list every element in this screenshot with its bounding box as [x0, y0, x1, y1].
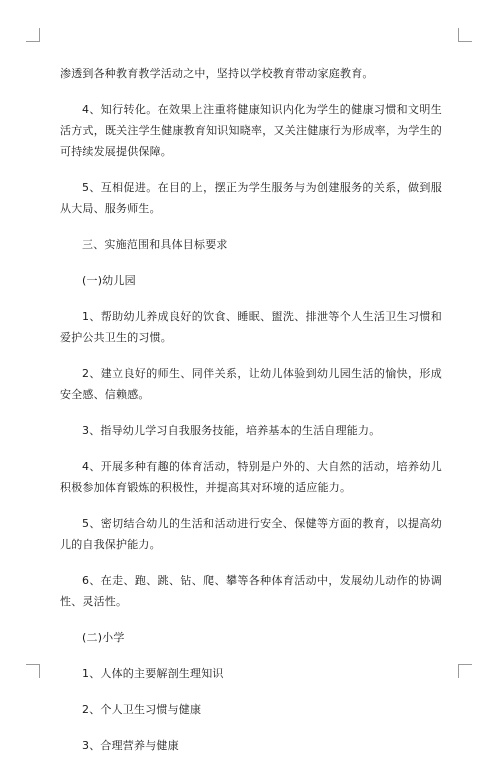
crop-mark-top-left — [26, 28, 40, 42]
kindergarten-item-3: 3、指导幼儿学习自我服务技能，培养基本的生活自理能力。 — [82, 424, 381, 437]
paragraph-principle-4: 4、知行转化。在效果上注重将健康知识内化为学生的健康习惯和文明生活方式，既关注学生健康教育知识知晓率，又关注健康行为形成率，为学生的可持续发展提供保障。 — [60, 103, 442, 158]
document-body — [60, 63, 442, 771]
kindergarten-item-4: 4、开展多种有趣的体育活动，特别是户外的、大自然的活动，培养幼儿积极参加体育锻炼的积极性，并提高其对环境的适应能力。 — [60, 460, 442, 494]
section-heading-3: 三、实施范围和具体目标要求 — [82, 238, 228, 251]
kindergarten-item-2: 2、建立良好的师生、同伴关系，让幼儿体验到幼儿园生活的愉快，形成安全感、信赖感。 — [60, 367, 442, 401]
paragraph-continuation: 渗透到各种教育教学活动之中，坚持以学校教育带动家庭教育。 — [60, 67, 374, 80]
kindergarten-item-1: 1、帮助幼儿养成良好的饮食、睡眠、盥洗、排泄等个人生活卫生习惯和爱护公共卫生的习惯。 — [60, 310, 442, 344]
subsection-heading-primary-school: (二)小学 — [82, 631, 125, 644]
kindergarten-item-5: 5、密切结合幼儿的生活和活动进行安全、保健等方面的教育，以提高幼儿的自我保护能力。 — [60, 517, 442, 551]
paragraph-principle-5: 5、互相促进。在目的上，摆正为学生服务与为创建服务的关系，做到服从大局、服务师生。 — [60, 181, 442, 215]
primary-item-2: 2、个人卫生习惯与健康 — [82, 703, 202, 716]
crop-mark-bottom-left — [26, 664, 40, 678]
crop-mark-bottom-right — [458, 664, 472, 678]
kindergarten-item-6: 6、在走、跑、跳、钻、爬、攀等各种体育活动中，发展幼儿动作的协调性、灵活性。 — [60, 574, 442, 608]
subsection-heading-kindergarten: (一)幼儿园 — [82, 274, 136, 287]
crop-mark-top-right — [458, 28, 472, 42]
primary-item-3: 3、合理营养与健康 — [82, 739, 179, 752]
primary-item-1: 1、人体的主要解剖生理知识 — [82, 667, 224, 680]
